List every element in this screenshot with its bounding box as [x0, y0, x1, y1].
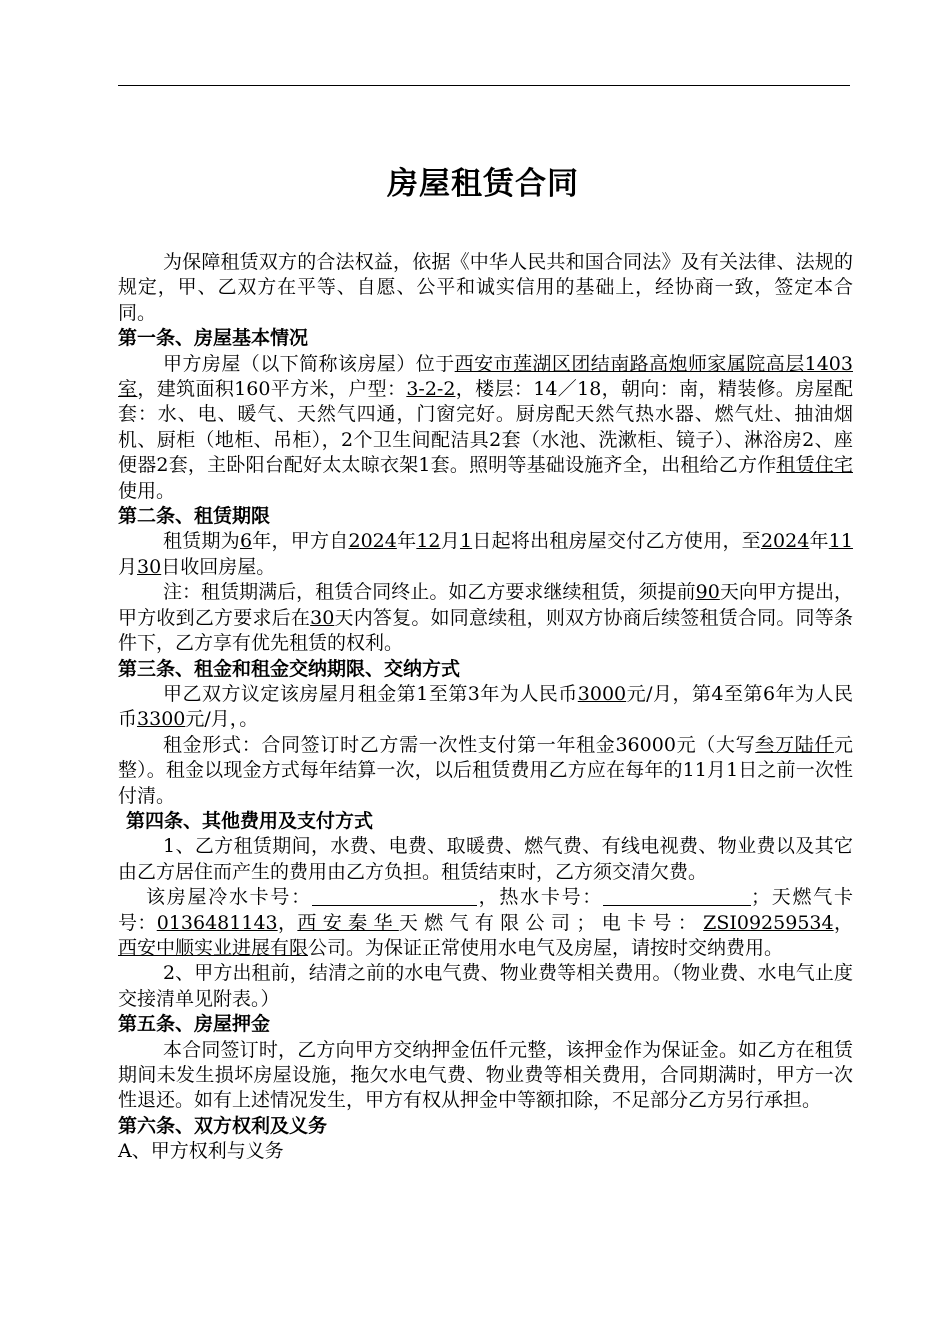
- section-4-heading: 第四条、其他费用及支付方式: [126, 809, 374, 832]
- section-5-heading: 第五条、房屋押金: [118, 1013, 271, 1036]
- gas-company-name: 西安秦华: [297, 911, 399, 934]
- section-2-note-paragraph: 注：租赁期满后，租赁合同终止。如乙方要求继续租赁，须提前90天向甲方提出，甲方收到乙方要求后在30天内答复。如同意续租，则双方协商后续签租赁合同。同等条件下，乙方享有优先租赁的权利。: [118, 581, 853, 655]
- contract-body: [118, 250, 853, 1165]
- section-1-paragraph: 甲方房屋（以下简称该房屋）位于西安市莲湖区团结南路高炮师家属院高层1403室，建筑面积160平方米，户型：3-2-2，楼层：14／18，朝向：南，精装修。房屋配套：水、电、暖气、天然气四通，门窗完好。厨房配天然气热水器、燃气灶、抽油烟机、厨柜（地柜、吊柜），2个卫生间配洁具2套（水池、洗漱柜、镜子）、淋浴房2、座便器2套，主卧阳台配好太太晾衣架1套。照明等基础设施齐全，出租给乙方作租赁住宅使用。: [118, 352, 853, 502]
- section-2-term-paragraph: 租赁期为6年，甲方自2024年12月1日起将出租房屋交付乙方使用，至2024年11月30日收回房屋。: [118, 530, 853, 578]
- end-month: 11: [828, 530, 853, 553]
- property-layout: 3-2-2: [406, 378, 456, 401]
- cold-water-card-blank: [312, 886, 477, 906]
- start-month: 12: [416, 530, 441, 553]
- electric-company-name: 西安中顺实业进展有限: [118, 936, 309, 959]
- section-3-heading: 第三条、租金和租金交纳期限、交纳方式: [118, 657, 461, 680]
- rent-years-1-3: 3000: [577, 682, 627, 705]
- page-title: 房屋租赁合同: [387, 166, 579, 202]
- section-4-card-numbers: 该房屋冷水卡号： ，热水卡号： ；天燃气卡号：0136481143，西安秦华天燃气有限公司；电卡号：ZSI09259534，西安中顺实业进展有限公司。为保证正常使用水电气及房屋，请按时交纳费用。: [118, 886, 853, 959]
- notice-days: 90: [695, 581, 720, 604]
- hot-water-card-blank: [603, 886, 751, 906]
- section-6-subheading: A、甲方权利与义务: [118, 1140, 284, 1163]
- rental-purpose: 租赁住宅: [776, 454, 853, 477]
- section-3-rent-paragraph: 甲乙双方议定该房屋月租金第1至第3年为人民币3000元/月，第4至第6年为人民币3300元/月，。: [118, 682, 853, 731]
- end-day: 30: [137, 555, 162, 578]
- header-rule: [118, 85, 850, 86]
- start-year: 2024: [348, 530, 397, 553]
- reply-days: 30: [310, 606, 335, 629]
- lease-years: 6: [239, 530, 253, 553]
- end-year: 2024: [760, 530, 810, 553]
- rent-years-4-6: 3300: [137, 708, 186, 731]
- section-4-item-2: 2、甲方出租前，结清之前的水电气费、物业费等相关费用。（物业费、水电气止度交接清单见附表。）: [118, 962, 853, 1010]
- section-4-item-1: 1、乙方租赁期间，水费、电费、取暖费、燃气费、有线电视费、物业费以及其它由乙方居住而产生的费用由乙方负担。租赁结束时，乙方须交清欠费。: [118, 835, 853, 883]
- section-5-paragraph: 本合同签订时，乙方向甲方交纳押金伍仟元整，该押金作为保证金。如乙方在租赁期间未发生损坏房屋设施，拖欠水电气费、物业费等相关费用，合同期满时，甲方一次性退还。如有上述情况发生，甲方有权从押金中等额扣除，不足部分乙方另行承担。: [118, 1038, 853, 1112]
- gas-card-number: 0136481143: [156, 911, 278, 934]
- start-day: 1: [460, 530, 473, 553]
- section-6-heading: 第六条、双方权利及义务: [118, 1114, 328, 1137]
- intro-paragraph: 为保障租赁双方的合法权益，依据《中华人民共和国合同法》及有关法律、法规的规定，甲、乙双方在平等、自愿、公平和诚实信用的基础上，经协商一致，签定本合同。: [118, 251, 853, 324]
- section-3-payment-paragraph: 租金形式：合同签订时乙方需一次性支付第一年租金36000元（大写叁万陆仟元整）。租金以现金方式每年结算一次，以后租赁费用乙方应在每年的11月1日之前一次性付清。: [118, 733, 853, 807]
- electric-card-number: ZSI09259534: [703, 911, 834, 934]
- section-1-heading: 第一条、房屋基本情况: [118, 327, 309, 350]
- property-address: 西安市莲湖区团结南路高炮师家属院高层1403室: [118, 352, 853, 401]
- amount-in-words: 叁万陆仟: [755, 733, 834, 756]
- section-2-heading: 第二条、租赁期限: [118, 505, 271, 528]
